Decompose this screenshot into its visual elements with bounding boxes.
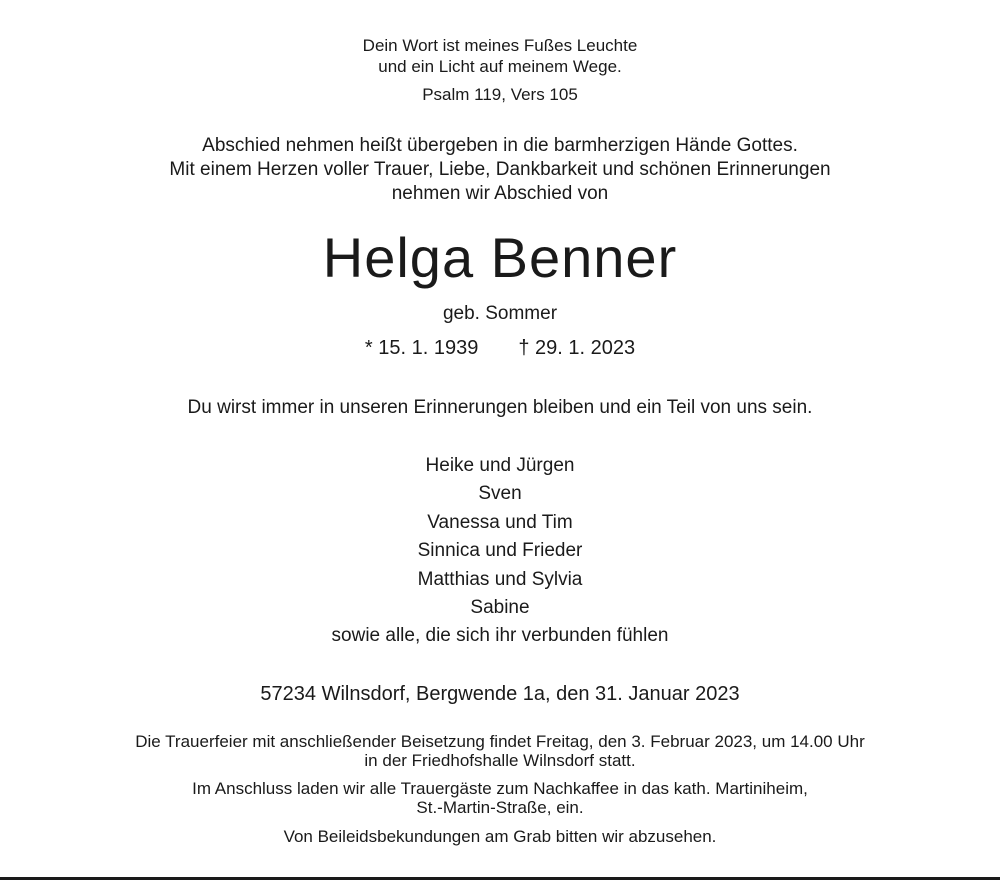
birth-name: geb. Sommer bbox=[442, 303, 558, 324]
death-date: † 29. 1. 2023 bbox=[518, 337, 636, 359]
verse-line-2: und ein Licht auf meinem Wege. bbox=[378, 57, 622, 76]
deceased-name: Helga Benner bbox=[322, 226, 678, 289]
mourner-5: Matthias und Sylvia bbox=[417, 569, 583, 590]
intro-line-1: Abschied nehmen heißt übergeben in die barmherzigen Hände Gottes. bbox=[202, 135, 798, 156]
place-date: 57234 Wilnsdorf, Bergwende 1a, den 31. Januar 2023 bbox=[260, 683, 740, 705]
mourner-4: Sinnica und Frieder bbox=[417, 540, 583, 561]
mourner-3: Vanessa und Tim bbox=[427, 512, 573, 533]
mourner-6: Sabine bbox=[470, 597, 530, 618]
birth-date: * 15. 1. 1939 bbox=[364, 337, 479, 359]
intro-line-3: nehmen wir Abschied von bbox=[391, 183, 609, 204]
coffee-line-2: St.-Martin-Straße, ein. bbox=[416, 798, 584, 817]
life-dates bbox=[0, 335, 1000, 361]
memorial-line: Du wirst immer in unseren Erinnerungen bleiben und ein Teil von uns sein. bbox=[187, 397, 813, 418]
coffee-line-1: Im Anschluss laden wir alle Trauergäste zum Nachkaffee in das kath. Martiniheim, bbox=[192, 779, 808, 798]
verse-source: Psalm 119, Vers 105 bbox=[422, 85, 578, 104]
mourner-1: Heike und Jürgen bbox=[425, 455, 575, 476]
condolence-note: Von Beileidsbekundungen am Grab bitten wir abzusehen. bbox=[283, 827, 717, 846]
mourner-2: Sven bbox=[478, 483, 522, 504]
mourner-7: sowie alle, die sich ihr verbunden fühlen bbox=[331, 625, 669, 646]
funeral-line-2: in der Friedhofshalle Wilnsdorf statt. bbox=[364, 751, 636, 770]
verse-line-1: Dein Wort ist meines Fußes Leuchte bbox=[362, 36, 638, 55]
intro-line-2: Mit einem Herzen voller Trauer, Liebe, Dankbarkeit und schönen Erinnerungen bbox=[169, 159, 831, 180]
funeral-line-1: Die Trauerfeier mit anschließender Beisetzung findet Freitag, den 3. Februar 2023, um 14.00 Uhr bbox=[135, 732, 865, 751]
